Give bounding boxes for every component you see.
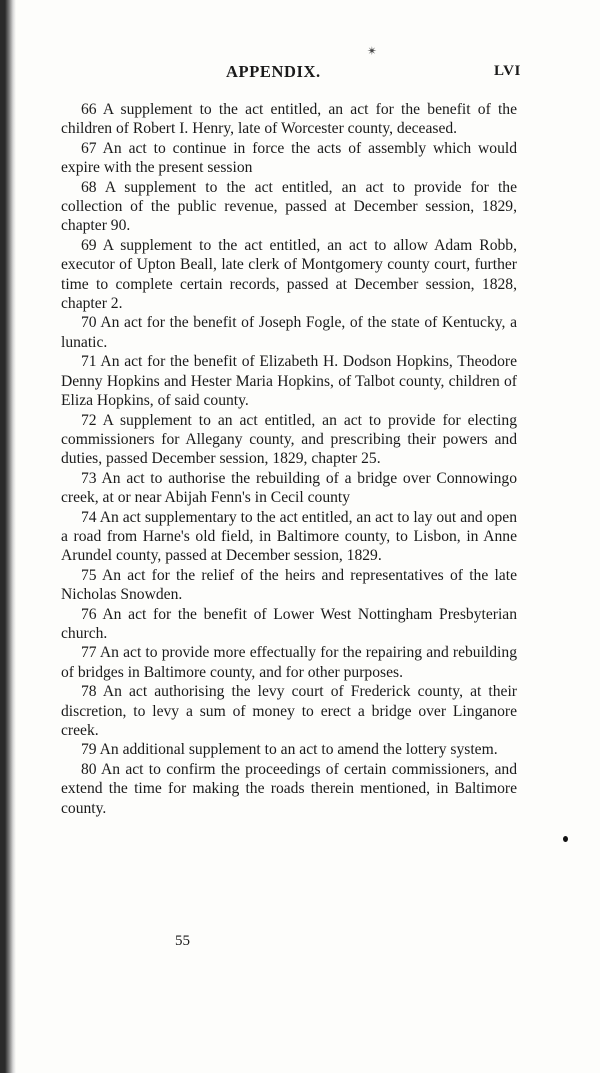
ink-speck bbox=[563, 836, 568, 842]
act-entry-80: 80 An act to confirm the proceedings of certain commissioners, and extend the time for making the roads therein mentioned, in Baltimore county. bbox=[61, 760, 517, 817]
act-entry-71: 71 An act for the benefit of Elizabeth H. Dodson Hopkins, Theodore Denny Hopkins and Hester Maria Hopkins, of Talbot county, children of Eliza Hopkins, of said county. bbox=[61, 353, 517, 410]
page-number: LVI bbox=[494, 63, 521, 79]
act-entry-77: 77 An act to provide more effectually for the repairing and rebuilding of bridges in Baltimore county, and for other purposes. bbox=[61, 644, 517, 681]
act-entry-73: 73 An act to authorise the rebuilding of a bridge over Connowingo creek, at or near Abijah Fenn's in Cecil county bbox=[61, 469, 517, 507]
act-entry-79: 79 An additional supplement to an act to amend the lottery system. bbox=[81, 741, 498, 759]
act-entry-78: 78 An act authorising the levy court of Frederick county, at their discretion, to levy a sum of money to erect a bridge over Linganore creek. bbox=[61, 683, 517, 739]
act-entry-75: 75 An act for the relief of the heirs and representatives of the late Nicholas Snowden. bbox=[61, 566, 517, 604]
ornament-mark: ✴ bbox=[367, 44, 378, 58]
running-title: APPENDIX. bbox=[226, 62, 321, 81]
act-entry-68: 68 A supplement to the act entitled, an act to provide for the collection of the public revenue, passed at December session, 1829, chapter 90. bbox=[61, 178, 517, 235]
act-entry-67: 67 An act to continue in force the acts of assembly which would expire with the present session bbox=[61, 139, 517, 177]
act-entry-66: 66 A supplement to the act entitled, an act for the benefit of the children of Robert I. Henry, late of Worcester county, deceased. bbox=[61, 101, 517, 138]
signature-mark: 55 bbox=[175, 933, 190, 949]
act-list bbox=[61, 100, 517, 818]
act-entry-69: 69 A supplement to the act entitled, an act to allow Adam Robb, executor of Upton Beall, late clerk of Montgomery county court, further time to complete certain records, passed at December session, 1828, chapter 2. bbox=[61, 236, 517, 313]
act-entry-76: 76 An act for the benefit of Lower West Nottingham Presbyterian church. bbox=[61, 605, 517, 642]
act-entry-74: 74 An act supplementary to the act entitled, an act to lay out and open a road from Harne's old field, in Baltimore county, to Lisbon, in Anne Arundel county, passed at December session, 1829. bbox=[61, 508, 517, 565]
act-entry-70: 70 An act for the benefit of Joseph Fogle, of the state of Kentucky, a lunatic. bbox=[61, 314, 517, 351]
act-entry-72: 72 A supplement to an act entitled, an act to provide for electing commissioners for Allegany county, and prescribing their powers and duties, passed December session, 1829, chapter 25. bbox=[61, 411, 517, 468]
binding-shadow bbox=[0, 0, 16, 1073]
